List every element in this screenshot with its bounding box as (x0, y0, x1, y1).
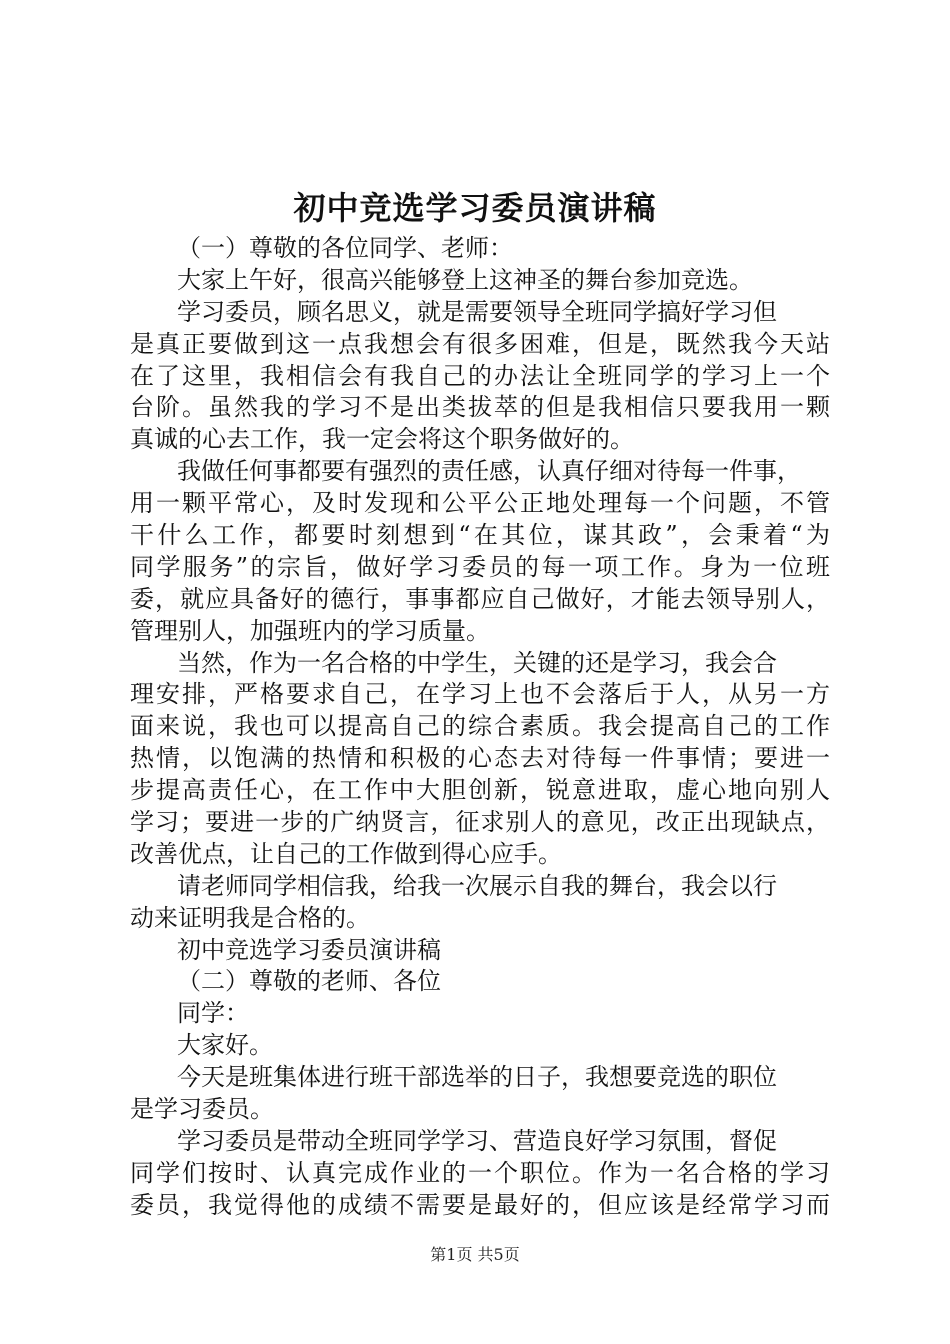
text-line: 干什么工作，都要时刻想到“在其位，谋其政”，会秉着“为 (130, 521, 830, 550)
text-line: 同学： (177, 999, 249, 1028)
text-line: 步提高责任心，在工作中大胆创新，锐意进取，虚心地向别人 (130, 776, 830, 805)
text-line: 学习委员，顾名思义，就是需要领导全班同学搞好学习但 (177, 297, 777, 326)
text-line: 委，就应具备好的德行，事事都应自己做好，才能去领导别人， (130, 584, 830, 613)
text-line: 我做任何事都要有强烈的责任感，认真仔细对待每一件事， (177, 457, 801, 486)
text-line: 大家上午好，很高兴能够登上这神圣的舞台参加竞选。 (177, 265, 753, 294)
text-line: 学习；要进一步的广纳贤言，征求别人的意见，改正出现缺点， (130, 808, 830, 837)
text-line: 真诚的心去工作，我一定会将这个职务做好的。 (130, 425, 634, 454)
text-line: 大家好。 (177, 1031, 273, 1060)
text-line: 学习委员是带动全班同学学习、营造良好学习氛围，督促 (177, 1126, 777, 1155)
text-line: 理安排，严格要求自己，在学习上也不会落后于人，从另一方 (130, 680, 830, 709)
text-line: 热情，以饱满的热情和积极的心态去对待每一件事情；要进一 (130, 744, 830, 773)
text-line: 台阶。虽然我的学习不是出类拔萃的但是我相信只要我用一颗 (130, 393, 830, 422)
text-line: 改善优点，让自己的工作做到得心应手。 (130, 839, 562, 868)
text-line: 委员，我觉得他的成绩不需要是最好的，但应该是经常学习而 (130, 1190, 830, 1219)
text-line: 同学服务”的宗旨，做好学习委员的每一项工作。身为一位班 (130, 552, 830, 581)
text-line: 当然，作为一名合格的中学生，关键的还是学习，我会合 (177, 648, 777, 677)
text-line: 同学们按时、认真完成作业的一个职位。作为一名合格的学习 (130, 1158, 830, 1187)
text-line: 今天是班集体进行班干部选举的日子，我想要竞选的职位 (177, 1063, 777, 1092)
text-line: 在了这里，我相信会有我自己的办法让全班同学的学习上一个 (130, 361, 830, 390)
text-line: 是真正要做到这一点我想会有很多困难，但是，既然我今天站 (130, 329, 830, 358)
text-line: （一）尊敬的各位同学、老师： (177, 234, 513, 262)
text-line: 面来说，我也可以提高自己的综合素质。我会提高自己的工作 (130, 712, 830, 741)
text-line: 用一颗平常心，及时发现和公平公正地处理每一个问题，不管 (130, 489, 830, 518)
text-line: （二）尊敬的老师、各位 (177, 967, 441, 996)
document-body (130, 233, 830, 1222)
text-line: 初中竞选学习委员演讲稿 (177, 935, 441, 964)
page-number-footer: 第1页 共5页 (430, 1245, 520, 1264)
text-line: 是学习委员。 (130, 1095, 274, 1124)
document-title: 初中竞选学习委员演讲稿 (293, 189, 657, 227)
text-line: 请老师同学相信我，给我一次展示自我的舞台，我会以行 (177, 871, 777, 900)
text-line: 动来证明我是合格的。 (130, 903, 370, 932)
text-line: 管理别人，加强班内的学习质量。 (130, 616, 490, 645)
